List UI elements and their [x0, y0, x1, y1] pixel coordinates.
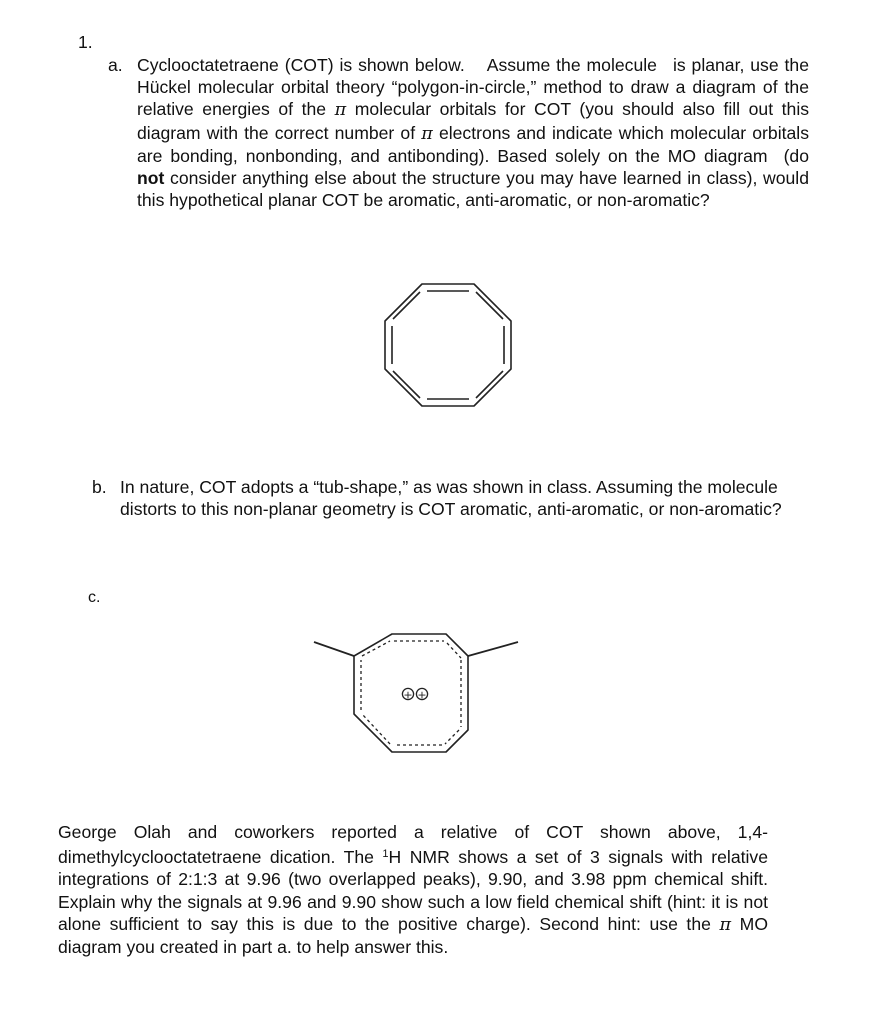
double-bond	[393, 371, 420, 398]
part-b-text: In nature, COT adopts a “tub-shape,” as was shown in class. Assuming the molecule distorts to this non-planar geometry is COT aromatic, anti-aromatic, or non-aromatic?	[120, 477, 782, 520]
pi-symbol: π	[421, 123, 433, 144]
double-bond	[393, 292, 420, 319]
question-number: 1.	[78, 32, 93, 52]
part-c-label: c.	[88, 589, 101, 606]
octagon-ring	[385, 284, 511, 406]
part-a-label: a.	[108, 55, 123, 75]
positive-charge	[402, 688, 413, 701]
delocalized-bond	[362, 714, 390, 744]
emphasis-not: not	[137, 168, 165, 189]
part-c-text: George Olah and coworkers reported a relative of COT shown above, 1,4-dimethylcyclooctatetraene dication. The $^1$H NMR shows a set of 3 signals with relative integrations of 2:1:3 at 9.96 (two overlapped peaks), 9.90, and 3.98 ppm chemical shift. Explain why the signals at 9.96 and 9.90 show such a low field chemical shift (hint: it is not alone sufficient to say this is due to the positive charge). Second hint: use the π MO diagram you created in part a. to help answer this.	[58, 822, 769, 958]
svg-text:+: +	[403, 688, 413, 702]
superscript-1: 1	[382, 848, 389, 861]
part-b-label: b.	[92, 477, 107, 497]
delocalized-bond	[447, 643, 461, 658]
methyl-bond	[314, 642, 354, 656]
planar-cot-structure	[378, 280, 518, 410]
pi-symbol: π	[334, 100, 347, 121]
double-bond	[476, 292, 503, 319]
dimethyl-cot-dication-structure	[310, 630, 530, 760]
svg-text:+: +	[417, 688, 427, 702]
methyl-bond	[468, 642, 518, 656]
pi-symbol: π	[719, 914, 732, 935]
part-a-text: Cyclooctatetraene (COT) is shown below. Assume the molecule is planar, use the Hückel molecular orbital theory “polygon-in-circle,” method to draw a diagram of the relative energies of the π molecular orbitals for COT (you should also fill out this diagram with the correct number of π electrons and indicate which molecular orbitals are bonding, nonbonding, and antibonding). Based solely on the MO diagram (do not consider anything else about the structure you may have learned in class), would this hypothetical planar COT be aromatic, anti-aromatic, or non-aromatic?	[137, 55, 810, 211]
positive-charge	[416, 688, 427, 701]
double-bond	[476, 371, 503, 398]
